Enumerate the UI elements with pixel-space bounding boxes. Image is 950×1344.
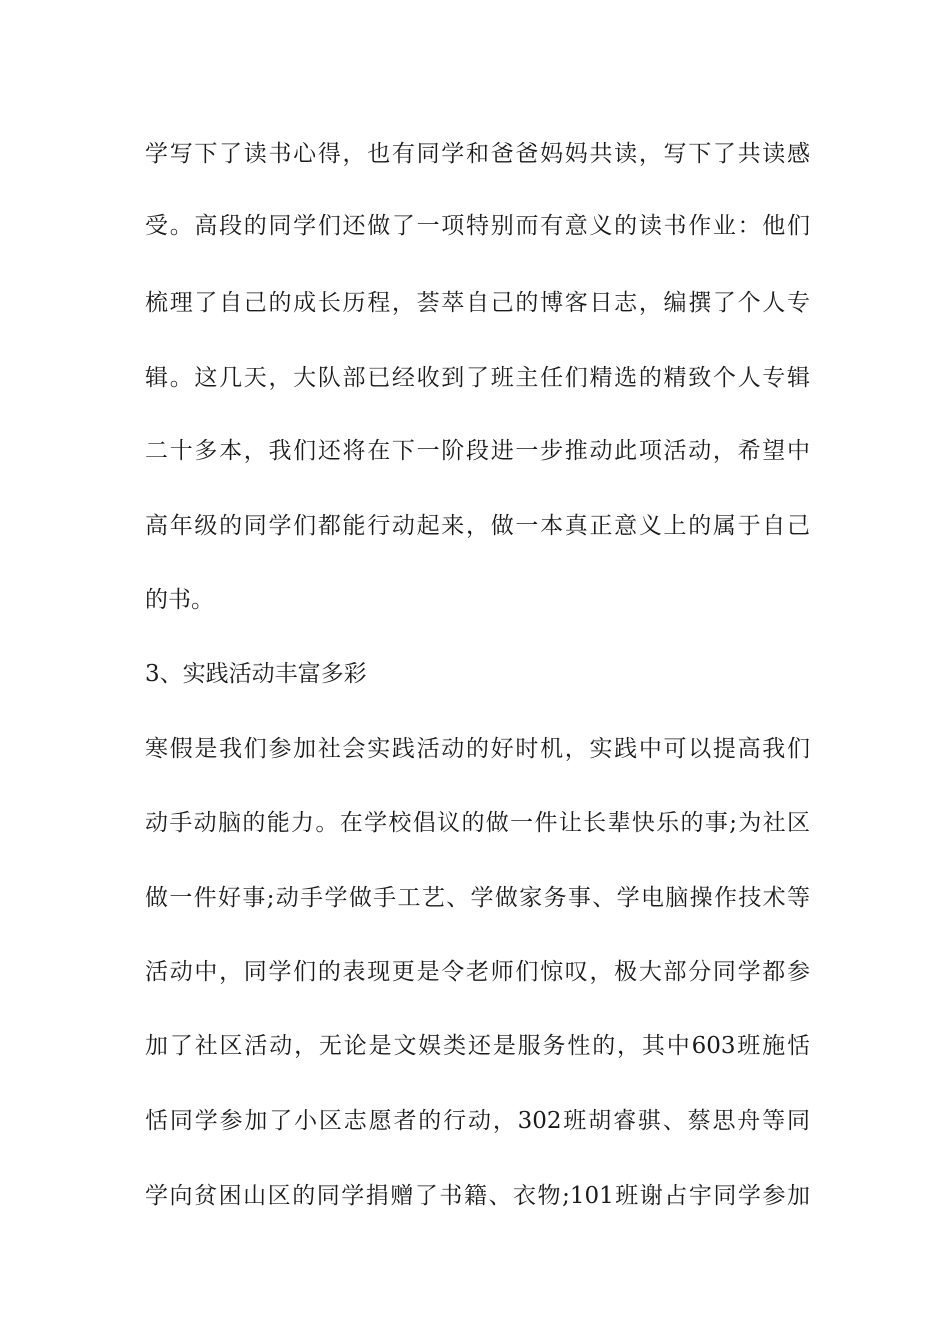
text-line: 加了社区活动，无论是文娱类还是服务性的，其中603班施恬 (145, 1033, 810, 1059)
text-line: 做一件好事;动手学做手工艺、学做家务事、学电脑操作技术等 (145, 885, 810, 911)
text-line: 高年级的同学们都能行动起来，做一本真正意义上的属于自己 (145, 513, 810, 539)
text-line: 梳理了自己的成长历程，荟萃自己的博客日志，编撰了个人专 (145, 290, 810, 316)
text-line: 辑。这几天，大队部已经收到了班主任们精选的精致个人专辑 (145, 365, 810, 391)
text-line: 学写下了读书心得，也有同学和爸爸妈妈共读，写下了共读感 (145, 141, 810, 167)
text-line: 活动中，同学们的表现更是令老师们惊叹，极大部分同学都参 (145, 959, 810, 985)
text-line: 恬同学参加了小区志愿者的行动，302班胡睿骐、蔡思舟等同 (145, 1108, 810, 1134)
text-line: 的书。 (145, 587, 214, 613)
text-line: 动手动脑的能力。在学校倡议的做一件让长辈快乐的事;为社区 (145, 810, 810, 836)
text-line: 二十多本，我们还将在下一阶段进一步推动此项活动，希望中 (145, 438, 810, 464)
section-heading: 3、实践活动丰富多彩 (145, 661, 367, 687)
text-line: 寒假是我们参加社会实践活动的好时机，实践中可以提高我们 (145, 736, 810, 762)
text-line: 学向贫困山区的同学捐赠了书籍、衣物;101班谢占宇同学参加 (145, 1183, 810, 1209)
text-line: 受。高段的同学们还做了一项特别而有意义的读书作业：他们 (145, 213, 810, 239)
